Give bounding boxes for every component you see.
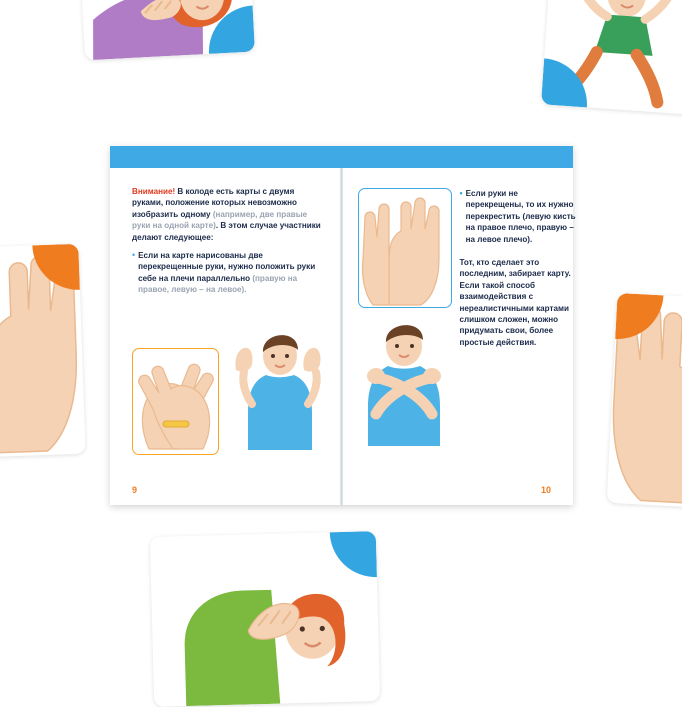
book-right-page [342, 168, 574, 505]
right-bullet-1 [460, 188, 578, 245]
attention-label: Внимание! [132, 187, 176, 196]
card-bottom-girl[interactable] [150, 531, 380, 707]
card-top-left-girl[interactable] [79, 0, 255, 60]
two-open-hands-illustration [359, 189, 451, 307]
attention-text-grey: (например, две правые руки на одной карте) [132, 209, 308, 231]
card-right-hand[interactable] [607, 293, 682, 509]
book-left-page [110, 168, 342, 505]
attention-paragraph [132, 186, 328, 243]
crossed-hands-frame [132, 348, 219, 455]
right-bullet-1-text-grey: (левую кисть на правое плечо, правую – на левое плечо). [465, 211, 576, 244]
left-bullet-1 [132, 250, 328, 296]
attention-text-2: . В этом случае участники делают следующее: [132, 221, 321, 242]
right-page-text-column [460, 188, 578, 356]
card-top-right-boy[interactable] [541, 0, 682, 115]
right-bullet-1-text-1: Если руки не перекрещены, то их нужно перекрестить [465, 189, 574, 221]
left-bullet-1-text-1: Если на карте нарисованы две перекрещенные руки, нужно положить руки себе на плечи параллельно [138, 251, 316, 283]
crossed-hands-illustration [133, 349, 218, 454]
bullet-marker-icon: • [459, 188, 463, 198]
page-number-right: 10 [540, 485, 551, 495]
right-paragraph-2: Тот, кто сделает это последним, забирает карту. Если такой способ взаимодействия с нереалистичными картами слишком сложен, можно придумать свои, более простые действия. [459, 258, 571, 347]
card-left-hand[interactable] [0, 244, 86, 458]
bullet-marker-icon: • [132, 250, 136, 261]
boy-hands-up-illustration [232, 326, 324, 458]
left-bullet-1-text [138, 250, 327, 296]
attention-text-1: В колоде есть карты с двумя руками, положение которых невозможно изобразить одному [132, 187, 297, 219]
book-top-band [110, 146, 573, 168]
page-number-left: 9 [132, 485, 138, 495]
open-book [110, 146, 576, 505]
left-bullet-1-text-grey: (правую на правое, левую – на левое). [138, 273, 298, 295]
two-hands-frame [358, 188, 452, 308]
boy-crossed-arms-illustration [354, 318, 454, 453]
right-bullet-1-text [466, 188, 578, 245]
